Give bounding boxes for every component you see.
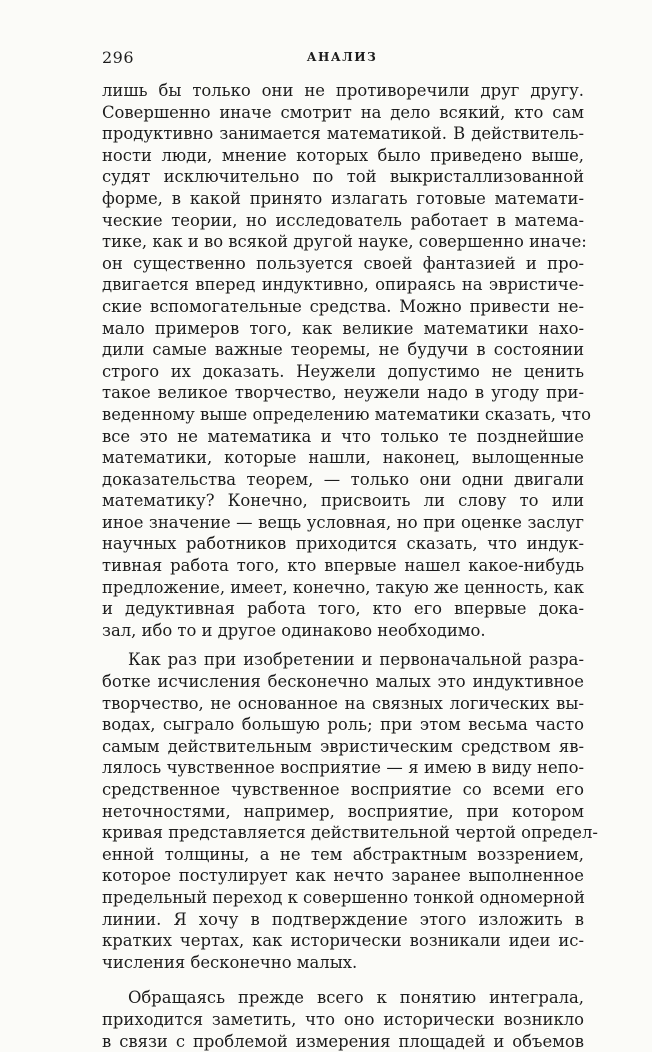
text-line: в связи с проблемой измерения площадей и объемов: [102, 1031, 584, 1051]
text-line: тике, как и во всякой другой науке, совершенно иначе:: [102, 232, 587, 252]
text-line: зал, ибо то и другое одинаково необходимо.: [102, 620, 486, 640]
text-line: мало примеров того, как великие математики нахо-: [102, 318, 584, 338]
text-line: предложение, имеет, конечно, такую же ценность, как: [102, 577, 584, 597]
text-line: числения бесконечно малых.: [102, 952, 358, 972]
text-line: неточностями, например, восприятие, при котором: [102, 801, 584, 821]
text-line: ческие теории, но исследователь работает в матема-: [102, 210, 584, 230]
text-line: строго их доказать. Неужели допустимо не ценить: [102, 361, 584, 381]
text-line: водах, сыграло большую роль; при этом весьма часто: [102, 715, 584, 735]
running-title: АНАЛИЗ: [306, 50, 378, 64]
text-line: кратких чертах, как исторически возникали идеи ис-: [102, 931, 584, 951]
text-line: енной толщины, а не тем абстрактным воззрением,: [102, 844, 584, 864]
text-line: веденному выше определению математики сказать, что: [102, 404, 591, 424]
text-line: Совершенно иначе смотрит на дело всякий, кто сам: [102, 102, 584, 122]
text-line: доказательства теорем, — только они одни двигали: [102, 469, 584, 489]
text-line: лишь бы только они не противоречили друг другу.: [102, 81, 584, 100]
text-line: ности люди, мнение которых было приведено выше,: [102, 145, 584, 165]
text-line: и дедуктивная работа того, кто его впервые дока-: [102, 599, 584, 619]
text-line: ботке исчисления бесконечно малых это индуктивное: [102, 672, 584, 692]
text-line: судят исключительно по той выкристаллизованной: [102, 167, 584, 187]
paragraph-1: [102, 80, 591, 641]
text-line: все это не математика и что только те позднейшие: [102, 426, 584, 446]
body-text: [102, 80, 598, 1052]
text-line: самым действительным эвристическим средством яв-: [102, 736, 584, 756]
text-line: такое великое творчество, неужели надо в угоду при-: [102, 383, 584, 403]
text-line: научных работников приходится сказать, что индук-: [102, 534, 584, 554]
text-line: Как раз при изобретении и первоначальной разра-: [128, 650, 584, 670]
text-line: он существенно пользуется своей фантазией и про-: [102, 253, 584, 273]
text-line: предельный переход к совершенно тонкой одномерной: [102, 887, 585, 907]
page-number: 296: [102, 48, 135, 67]
text-line: линии. Я хочу в подтверждение этого изложить в: [102, 909, 584, 929]
text-line: продуктивно занимается математикой. В действитель-: [102, 124, 584, 144]
page-header: [102, 48, 582, 70]
paragraph-3: [102, 987, 584, 1052]
text-line: которое постулирует как нечто заранее выполненное: [102, 866, 584, 886]
text-line: средственное чувственное восприятие со всеми его: [102, 780, 584, 799]
text-line: Обращаясь прежде всего к понятию интеграла,: [128, 988, 584, 1008]
text-line: форме, в какой принято излагать готовые математи-: [102, 188, 584, 208]
paragraph-2: [102, 649, 598, 973]
text-line: математику? Конечно, присвоить ли слову то или: [102, 491, 584, 511]
text-line: тивная работа того, кто впервые нашел какое-нибудь: [102, 556, 584, 576]
text-line: ские вспомогательные средства. Можно привести не-: [102, 296, 584, 316]
text-line: кривая представляется действительной чертой определ-: [102, 823, 598, 843]
text-line: двигается вперед индуктивно, опираясь на эвристиче-: [102, 275, 584, 295]
text-line: математики, которые нашли, наконец, вылощенные: [102, 448, 584, 468]
text-line: иное значение — вещь условная, но при оценке заслуг: [102, 512, 584, 532]
text-line: творчество, не основанное на связных логических вы-: [102, 693, 584, 713]
text-line: дили самые важные теоремы, не будучи в состоянии: [102, 340, 584, 360]
text-line: лялось чувственное восприятие — я имею в виду непо-: [102, 758, 584, 778]
text-line: приходится заметить, что оно исторически возникло: [102, 1009, 584, 1029]
